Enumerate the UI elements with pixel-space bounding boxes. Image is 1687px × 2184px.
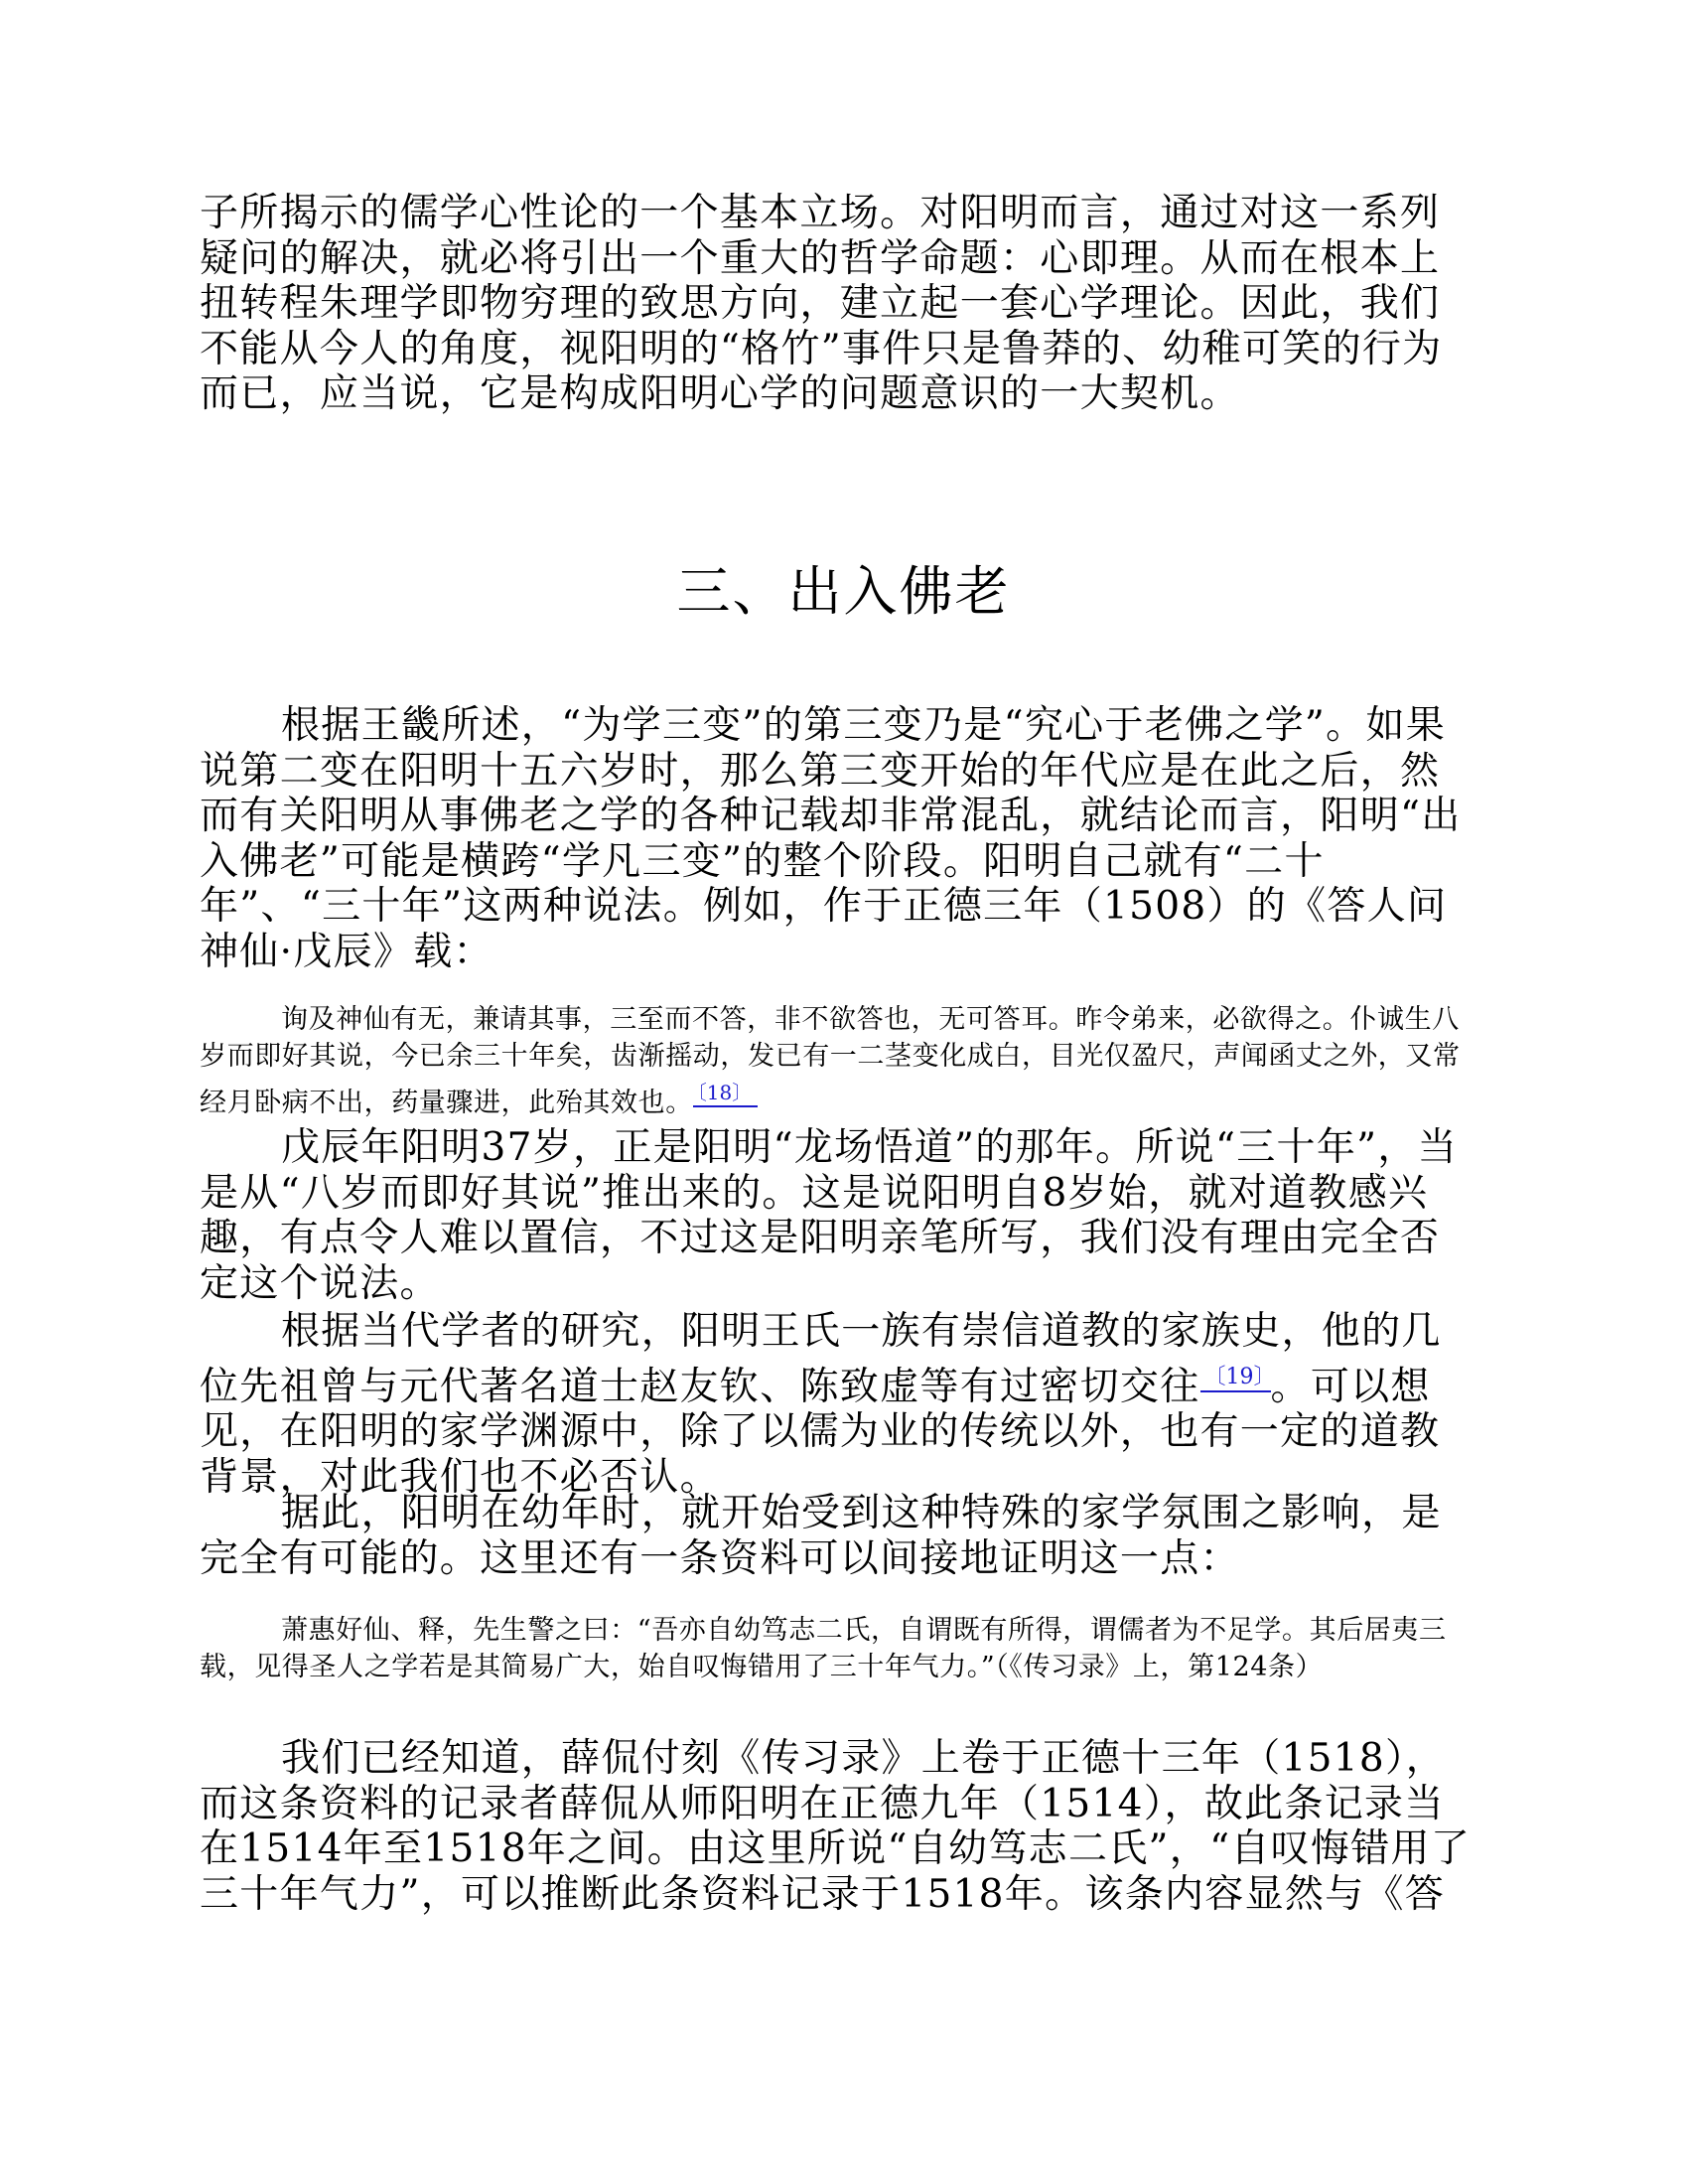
- block-quote: [200, 1001, 1473, 1121]
- paragraph: 我们已经知道，薛侃付刻《传习录》上卷于正德十三年（1518），而这条资料的记录者薛侃从师阳明在正德九年（1514），故此条记录当在1514年至1518年之间。由这里所说“自幼笃志二氏”，“自叹悔错用了三十年气力”，可以推断此条资料记录于1518年。该条内容显然与《答: [200, 1736, 1472, 1917]
- footnote-link-18[interactable]: 〔18〕: [693, 1081, 758, 1107]
- paragraph-1-block: [200, 703, 1473, 974]
- paragraph-text-before: 根据当代学者的研究，阳明王氏一族有崇信道教的家族史，他的几位先祖曾与元代著名道士赵友钦、陈致虚等有过密切交往: [200, 1309, 1442, 1409]
- section-heading: 三、出入佛老: [676, 560, 1011, 623]
- continued-paragraph: 子所揭示的儒学心性论的一个基本立场。对阳明而言，通过对这一系列疑问的解决，就必将引出一个重大的哲学命题：心即理。从而在根本上扭转程朱理学即物穷理的致思方向，建立起一套心学理论。因此，我们不能从今人的角度，视阳明的“格竹”事件只是鲁莽的、幼稚可笑的行为而已，应当说，它是构成阳明心学的问题意识的一大契机。: [200, 191, 1443, 416]
- paragraph: 戊辰年阳明37岁，正是阳明“龙场悟道”的那年。所说“三十年”，当是从“八岁而即好其说”推出来的。这是说阳明自8岁始，就对道教感兴趣，有点令人难以置信，不过这是阳明亲笔所写，我们没有理由完全否定这个说法。: [200, 1125, 1458, 1306]
- paragraph-4-block: [200, 1491, 1473, 1581]
- paragraph-5-block: [200, 1736, 1473, 1917]
- paragraph-text-after: 。可以想见，在阳明的家学渊源中，除了以儒为业的传统以外，也有一定的道教背景，对此我们也不必否认。: [200, 1364, 1441, 1500]
- page-top-block: [200, 191, 1473, 417]
- paragraph: [200, 1309, 1473, 1500]
- paragraph-2-block: [200, 1125, 1473, 1306]
- paragraph: 根据王畿所述，“为学三变”的第三变乃是“究心于老佛之学”。如果说第二变在阳明十五六岁时，那么第三变开始的年代应是在此之后，然而有关阳明从事佛老之学的各种记载却非常混乱，就结论而言，阳明“出入佛老”可能是横跨“学凡三变”的整个阶段。阳明自己就有“二十年”、“三十年”这两种说法。例如，作于正德三年（1508）的《答人问神仙·戊辰》载：: [200, 703, 1462, 974]
- paragraph-3-block: [200, 1309, 1473, 1500]
- block-quote: 萧惠好仙、释，先生警之曰：“吾亦自幼笃志二氏，自谓既有所得，谓儒者为不足学。其后居夷三载，见得圣人之学若是其简易广大，始自叹悔错用了三十年气力。”（《传习录》上，第124条）: [200, 1615, 1447, 1682]
- footnote-link-19[interactable]: 〔19〕: [1200, 1365, 1271, 1392]
- quote-1-block: [200, 1001, 1473, 1121]
- quote-2-block: [200, 1612, 1473, 1685]
- quote-text: 询及神仙有无，兼请其事，三至而不答，非不欲答也，无可答耳。昨令弟来，必欲得之。仆诚生八岁而即好其说，今已余三十年矣，齿渐摇动，发已有一二茎变化成白，目光仅盈尺，声闻函丈之外，又常经月卧病不出，药量骤进，此殆其效也。: [200, 1004, 1461, 1118]
- paragraph: 据此，阳明在幼年时，就开始受到这种特殊的家学氛围之影响，是完全有可能的。这里还有一条资料可以间接地证明这一点：: [200, 1491, 1442, 1581]
